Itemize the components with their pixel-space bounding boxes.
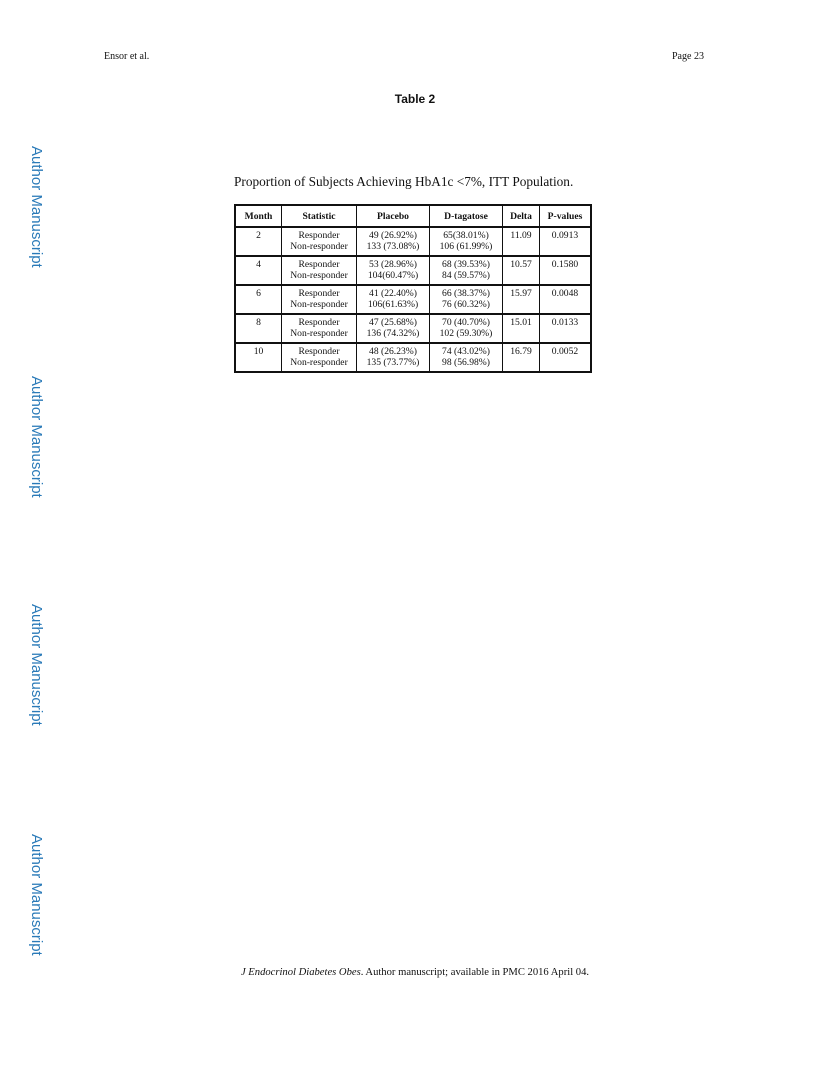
cell-placebo <box>357 314 430 343</box>
tagatose-responder: 68 (39.53%) <box>442 259 490 270</box>
statistic-non-responder: Non-responder <box>290 328 348 339</box>
cell-delta: 11.09 <box>503 227 540 256</box>
col-header-d-tagatose: D-tagatose <box>430 205 503 227</box>
citation-text: . Author manuscript; available in PMC 2016 April 04. <box>360 967 590 978</box>
col-header-delta: Delta <box>503 205 540 227</box>
col-header-p-values: P-values <box>540 205 592 227</box>
statistic-non-responder: Non-responder <box>290 241 348 252</box>
cell-placebo <box>357 256 430 285</box>
cell-month: 6 <box>235 285 282 314</box>
running-header-authors: Ensor et al. <box>104 51 150 62</box>
col-header-statistic: Statistic <box>282 205 357 227</box>
table-caption: Proportion of Subjects Achieving HbA1c <7%, ITT Population. <box>234 174 574 189</box>
cell-month: 4 <box>235 256 282 285</box>
cell-delta: 15.97 <box>503 285 540 314</box>
table-row <box>235 227 591 256</box>
tagatose-non-responder: 76 (60.32%) <box>442 299 490 310</box>
cell-month: 8 <box>235 314 282 343</box>
tagatose-responder: 74 (43.02%) <box>442 346 490 357</box>
cell-delta: 10.57 <box>503 256 540 285</box>
side-label-author-manuscript: Author Manuscript <box>28 146 45 268</box>
placebo-non-responder: 104(60.47%) <box>367 270 419 281</box>
cell-statistic <box>282 227 357 256</box>
cell-statistic <box>282 314 357 343</box>
statistic-non-responder: Non-responder <box>290 270 348 281</box>
tagatose-responder: 66 (38.37%) <box>442 288 490 299</box>
statistic-non-responder: Non-responder <box>290 357 348 368</box>
cell-d-tagatose <box>430 343 503 372</box>
statistic-responder: Responder <box>298 230 340 241</box>
tagatose-non-responder: 106 (61.99%) <box>439 241 493 252</box>
cell-delta: 15.01 <box>503 314 540 343</box>
cell-d-tagatose <box>430 256 503 285</box>
cell-p-value: 0.0133 <box>540 314 592 343</box>
table-row <box>235 285 591 314</box>
tagatose-non-responder: 98 (56.98%) <box>442 357 490 368</box>
cell-placebo <box>357 285 430 314</box>
journal-name: J Endocrinol Diabetes Obes <box>240 967 361 978</box>
placebo-responder: 53 (28.96%) <box>369 259 417 270</box>
statistic-responder: Responder <box>298 346 340 357</box>
tagatose-responder: 65(38.01%) <box>443 230 489 241</box>
cell-d-tagatose <box>430 314 503 343</box>
table-row <box>235 256 591 285</box>
cell-p-value: 0.0048 <box>540 285 592 314</box>
placebo-non-responder: 136 (74.32%) <box>366 328 420 339</box>
table-row <box>235 314 591 343</box>
side-label-author-manuscript: Author Manuscript <box>28 604 45 726</box>
cell-statistic <box>282 285 357 314</box>
cell-placebo <box>357 343 430 372</box>
cell-p-value: 0.1580 <box>540 256 592 285</box>
placebo-non-responder: 133 (73.08%) <box>366 241 420 252</box>
tagatose-non-responder: 84 (59.57%) <box>442 270 490 281</box>
placebo-responder: 49 (26.92%) <box>369 230 417 241</box>
cell-d-tagatose <box>430 227 503 256</box>
table-header-row <box>235 205 591 227</box>
cell-statistic <box>282 343 357 372</box>
placebo-responder: 47 (25.68%) <box>369 317 417 328</box>
col-header-placebo: Placebo <box>357 205 430 227</box>
statistic-responder: Responder <box>298 317 340 328</box>
statistic-non-responder: Non-responder <box>290 299 348 310</box>
col-header-month: Month <box>235 205 282 227</box>
tagatose-non-responder: 102 (59.30%) <box>439 328 493 339</box>
statistic-responder: Responder <box>298 288 340 299</box>
cell-month: 10 <box>235 343 282 372</box>
citation-footer <box>0 967 830 978</box>
cell-p-value: 0.0913 <box>540 227 592 256</box>
table-label: Table 2 <box>394 92 436 106</box>
statistic-responder: Responder <box>298 259 340 270</box>
cell-statistic <box>282 256 357 285</box>
cell-month: 2 <box>235 227 282 256</box>
placebo-non-responder: 106(61.63%) <box>367 299 419 310</box>
placebo-non-responder: 135 (73.77%) <box>366 357 420 368</box>
cell-delta: 16.79 <box>503 343 540 372</box>
side-label-author-manuscript: Author Manuscript <box>28 834 45 956</box>
placebo-responder: 41 (22.40%) <box>369 288 417 299</box>
cell-p-value: 0.0052 <box>540 343 592 372</box>
table-row <box>235 343 591 372</box>
page-number: Page 23 <box>672 51 704 62</box>
placebo-responder: 48 (26.23%) <box>369 346 417 357</box>
tagatose-responder: 70 (40.70%) <box>442 317 490 328</box>
results-table <box>234 204 592 373</box>
side-label-author-manuscript: Author Manuscript <box>28 376 45 498</box>
cell-d-tagatose <box>430 285 503 314</box>
cell-placebo <box>357 227 430 256</box>
